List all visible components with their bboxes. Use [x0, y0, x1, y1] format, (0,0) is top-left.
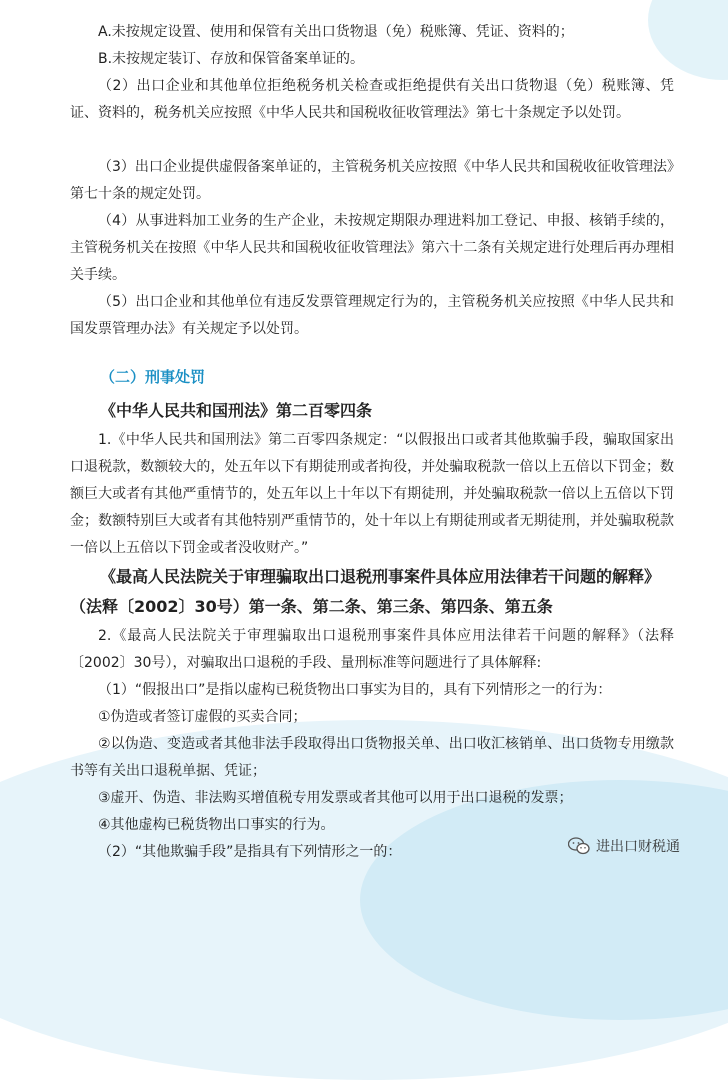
list-item-other-fraud: （2）“其他欺骗手段”是指具有下列情形之一的： [98, 844, 402, 860]
paragraph-3: （3）出口企业提供虚假备案单证的，主管税务机关应按照《中华人民共和国税收征收管理法》第七十条的规定处罚。 [70, 159, 674, 202]
paragraph-2: （2）出口企业和其他单位拒绝税务机关检查或拒绝提供有关出口货物退（免）税账簿、凭证、资料的，税务机关应按照《中华人民共和国税收征收管理法》第七十条规定予以处罚。 [70, 78, 674, 121]
wechat-account-watermark [568, 834, 680, 858]
list-item-circle-2: ②以伪造、变造或者其他非法手段取得出口货物报关单、出口收汇核销单、出口货物专用缴款书等有关出口退税单据、凭证； [70, 736, 674, 779]
section-heading-criminal-penalty: （二）刑事处罚 [100, 368, 206, 386]
list-item-false-export: （1）“假报出口”是指以虚构已税货物出口事实为目的，具有下列情形之一的行为： [98, 682, 612, 698]
list-item-circle-3: ③虚开、伪造、非法购买增值税专用发票或者其他可以用于出口退税的发票； [98, 790, 573, 806]
watermark-text: 进出口财税通 [596, 839, 680, 855]
paragraph-4: （4）从事进料加工业务的生产企业，未按规定期限办理进料加工登记、申报、核销手续的，主管税务机关在按照《中华人民共和国税收征收管理法》第六十二条有关规定进行处理后再办理相关手续。 [70, 213, 674, 283]
list-item-circle-1: ①伪造或者签订虚假的买卖合同； [98, 709, 307, 725]
law-heading-judicial-interpretation: 《最高人民法院关于审理骗取出口退税刑事案件具体应用法律若干问题的解释》（法释〔2002〕30号）第一条、第二条、第三条、第四条、第五条 [70, 567, 661, 616]
wechat-icon [568, 837, 590, 855]
paragraph-law-1: 1.《中华人民共和国刑法》第二百零四条规定：“以假报出口或者其他欺骗手段，骗取国家出口退税款，数额较大的，处五年以下有期徒刑或者拘役，并处骗取税款一倍以上五倍以下罚金；数额巨大或者有其他严重情节的，处五年以上十年以下有期徒刑，并处骗取税款一倍以上五倍以下罚金；数额特别巨大或者有其他特别严重情节的，处十年以上有期徒刑或者无期徒刑，并处骗取税款一倍以上五倍以下罚金或者没收财产。” [70, 432, 674, 556]
paragraph-law-2: 2.《最高人民法院关于审理骗取出口退税刑事案件具体应用法律若干问题的解释》（法释〔2002〕30号），对骗取出口退税的手段、量刑标准等问题进行了具体解释: [70, 628, 674, 671]
list-item-circle-4: ④其他虚构已税货物出口事实的行为。 [98, 817, 335, 833]
paragraph-5: （5）出口企业和其他单位有违反发票管理规定行为的，主管税务机关应按照《中华人民共和国发票管理办法》有关规定予以处罚。 [70, 294, 674, 337]
paragraph-item-a: A.未按规定设置、使用和保管有关出口货物退（免）税账簿、凭证、资料的； [98, 24, 574, 40]
law-heading-criminal-law-204: 《中华人民共和国刑法》第二百零四条 [100, 401, 373, 420]
paragraph-item-b: B.未按规定装订、存放和保管备案单证的。 [98, 51, 365, 67]
